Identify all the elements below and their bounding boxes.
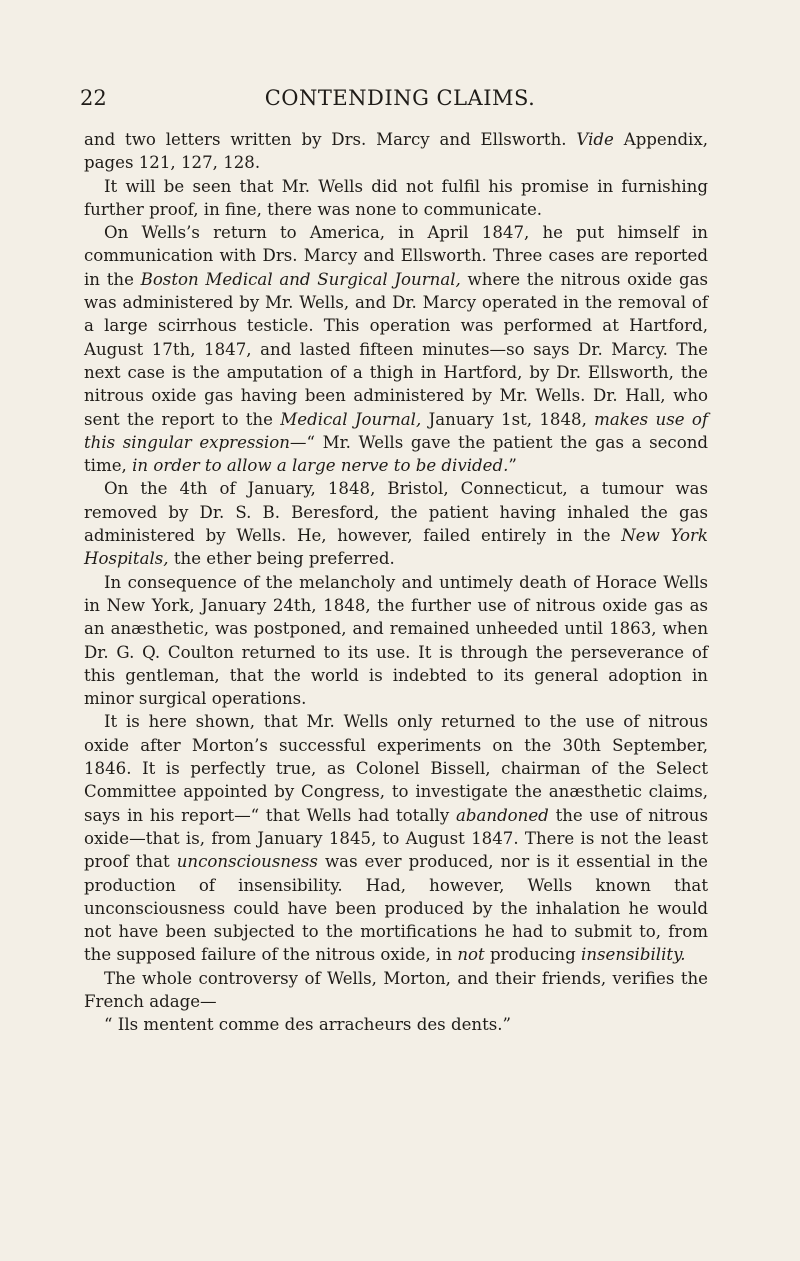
page-header xyxy=(80,86,720,116)
body-text xyxy=(84,128,708,1037)
paragraph-1: and two letters written by Drs. Marcy and Ellsworth. Vide Appendix, pages 121, 127, 128. xyxy=(84,130,709,173)
paragraph-2: It will be seen that Mr. Wells did not fulfil his promise in furnishing further proof, in fine, there was none to communicate. xyxy=(84,176,708,219)
paragraph-3: On Wells’s return to America, in April 1847, he put himself in communication with Drs. Marcy and Ellsworth. Three cases are reported in the Boston Medical and Surgical Journal, where the nitrous oxide gas was administered by Mr. Wells, and Dr. Marcy operated in the removal of a large scirrhous testicle. This operation was performed at Hartford, August 17th, 1847, and lasted fifteen minutes—so says Dr. Marcy. The next case is the amputation of a thigh in Hartford, by Dr. Ellsworth, the nitrous oxide gas having been administered by Mr. Wells. Dr. Hall, who sent the report to the Medical Journal, January 1st, 1848, makes use of this singular expression—“ Mr. Wells gave the patient the gas a second time, in order to allow a large nerve to be divided.” xyxy=(84,223,709,476)
paragraph-6: It is here shown, that Mr. Wells only returned to the use of nitrous oxide after Morton’s successful experiments on the 30th September, 1846. It is perfectly true, as Colonel Bissell, chairman of the Select Committee appointed by Congress, to investigate the anæsthetic claims, says in his report—“ that Wells had totally abandoned the use of nitrous oxide—that is, from January 1845, to August 1847. There is not the least proof that unconsciousness was ever produced, nor is it essential in the production of insensibility. Had, however, Wells known that unconsciousness could have been produced by the inhalation he would not have been subjected to the mortifications he had to submit to, from the supposed failure of the nitrous oxide, in not producing insensibility. xyxy=(84,712,708,965)
paragraph-5: In consequence of the melancholy and untimely death of Horace Wells in New York, January 24th, 1848, the further use of nitrous oxide gas as an anæsthetic, was postponed, and remained unheeded until 1863, when Dr. G. Q. Coulton returned to its use. It is through the perseverance of this gentleman, that the world is indebted to its general adoption in minor surgical operations. xyxy=(84,572,708,709)
paragraph-8-quote: “ Ils mentent comme des arracheurs des dents.” xyxy=(104,1015,512,1035)
running-title: CONTENDING CLAIMS. xyxy=(264,86,536,110)
paragraph-4: On the 4th of January, 1848, Bristol, Connecticut, a tumour was removed by Dr. S. B. Beresford, the patient having inhaled the gas administered by Wells. He, however, failed entirely in the New York Hospitals, the ether being preferred. xyxy=(84,479,708,569)
page-number: 22 xyxy=(80,86,107,110)
paragraph-7: The whole controversy of Wells, Morton, and their friends, verifies the French adage— xyxy=(84,968,708,1011)
